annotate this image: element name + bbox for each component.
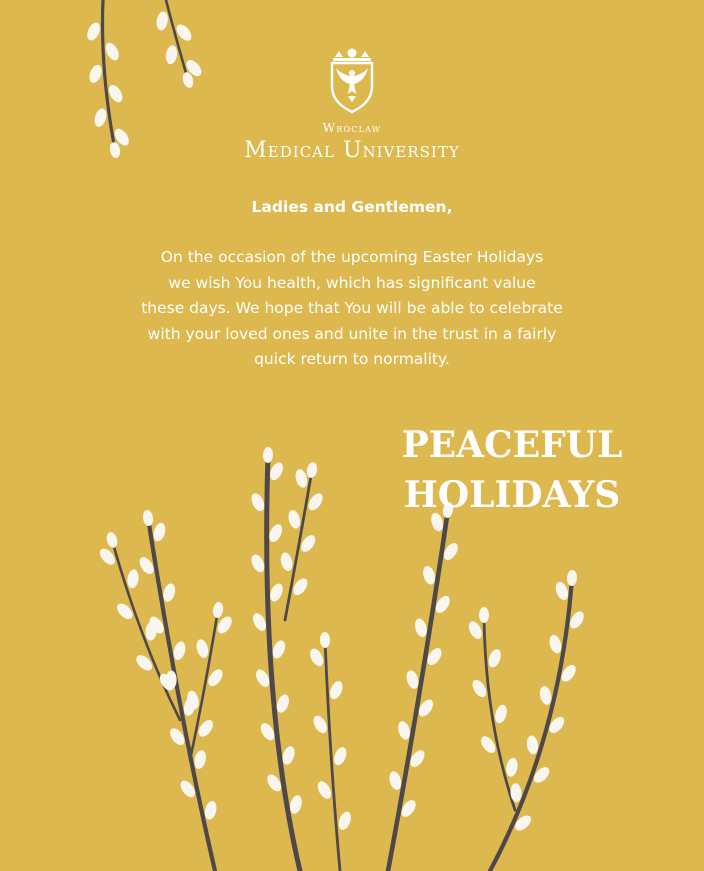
catkin-bud bbox=[267, 522, 285, 544]
catkin-bud bbox=[547, 633, 563, 654]
catkin-bud bbox=[470, 678, 489, 700]
catkin-bud bbox=[142, 509, 154, 526]
catkin-bud bbox=[328, 679, 345, 701]
organization-name: Medical University bbox=[244, 138, 460, 163]
catkin-bud bbox=[249, 491, 267, 513]
message-line: we wish You health, which has significant value bbox=[168, 273, 536, 292]
message-paragraph bbox=[116, 245, 588, 373]
headline-line: HOLIDAYS bbox=[403, 474, 621, 516]
catkin-bud bbox=[152, 521, 168, 542]
catkin-bud bbox=[315, 779, 334, 801]
catkin-bud bbox=[195, 638, 211, 659]
catkin-bud bbox=[526, 735, 540, 755]
catkin-bud bbox=[270, 639, 287, 661]
catkin-bud bbox=[466, 619, 484, 641]
catkin-bud bbox=[405, 669, 421, 690]
message-line: quick return to normality. bbox=[254, 350, 450, 368]
catkin-bud bbox=[486, 647, 503, 669]
catkin-bud bbox=[155, 11, 169, 32]
catkin-bud bbox=[193, 749, 208, 770]
catkin-bud bbox=[172, 640, 187, 661]
catkin-bud bbox=[263, 447, 274, 463]
catkin-bud bbox=[388, 770, 404, 791]
catkin-bud bbox=[505, 757, 519, 778]
catkin-bud bbox=[203, 800, 218, 821]
willow-branch bbox=[148, 518, 215, 871]
catkin-bud bbox=[268, 582, 286, 604]
catkin-bud bbox=[413, 617, 429, 638]
organization-city: Wroclaw bbox=[322, 121, 382, 135]
catkin-bud bbox=[279, 551, 294, 572]
headline bbox=[384, 420, 640, 520]
logo bbox=[0, 46, 704, 118]
message-line: with your loved ones and unite in the trust in a fairly bbox=[147, 324, 557, 343]
catkin-bud bbox=[249, 552, 267, 574]
catkin-bud bbox=[85, 21, 103, 43]
willow-branch bbox=[388, 510, 448, 871]
catkin-bud bbox=[421, 565, 437, 586]
catkin-bud bbox=[538, 685, 553, 706]
catkin-bud bbox=[396, 720, 412, 741]
catkin-bud bbox=[307, 646, 326, 668]
message-line: On the occasion of the upcoming Easter Holidays bbox=[160, 248, 544, 266]
catkin-bud bbox=[336, 810, 353, 832]
catkin-bud bbox=[306, 461, 319, 478]
catkin-bud bbox=[212, 601, 224, 618]
catkin-bud bbox=[493, 703, 509, 724]
greeting: Ladies and Gentlemen, bbox=[251, 198, 453, 216]
headline-line: PEACEFUL bbox=[401, 424, 623, 466]
catkin-bud bbox=[479, 607, 489, 623]
catkin-bud bbox=[320, 632, 331, 648]
catkin-bud bbox=[105, 531, 119, 549]
catkin-bud bbox=[294, 468, 310, 489]
catkin-bud bbox=[126, 569, 139, 589]
catkin-bud bbox=[553, 580, 570, 602]
catkin-bud bbox=[311, 713, 330, 735]
catkin-bud bbox=[161, 582, 177, 603]
catkin-bud bbox=[332, 745, 349, 767]
crest-icon bbox=[326, 46, 378, 114]
catkin-bud bbox=[287, 509, 303, 530]
catkin-bud bbox=[566, 570, 577, 587]
message-line: these days. We hope that You will be able to celebrate bbox=[141, 299, 563, 317]
